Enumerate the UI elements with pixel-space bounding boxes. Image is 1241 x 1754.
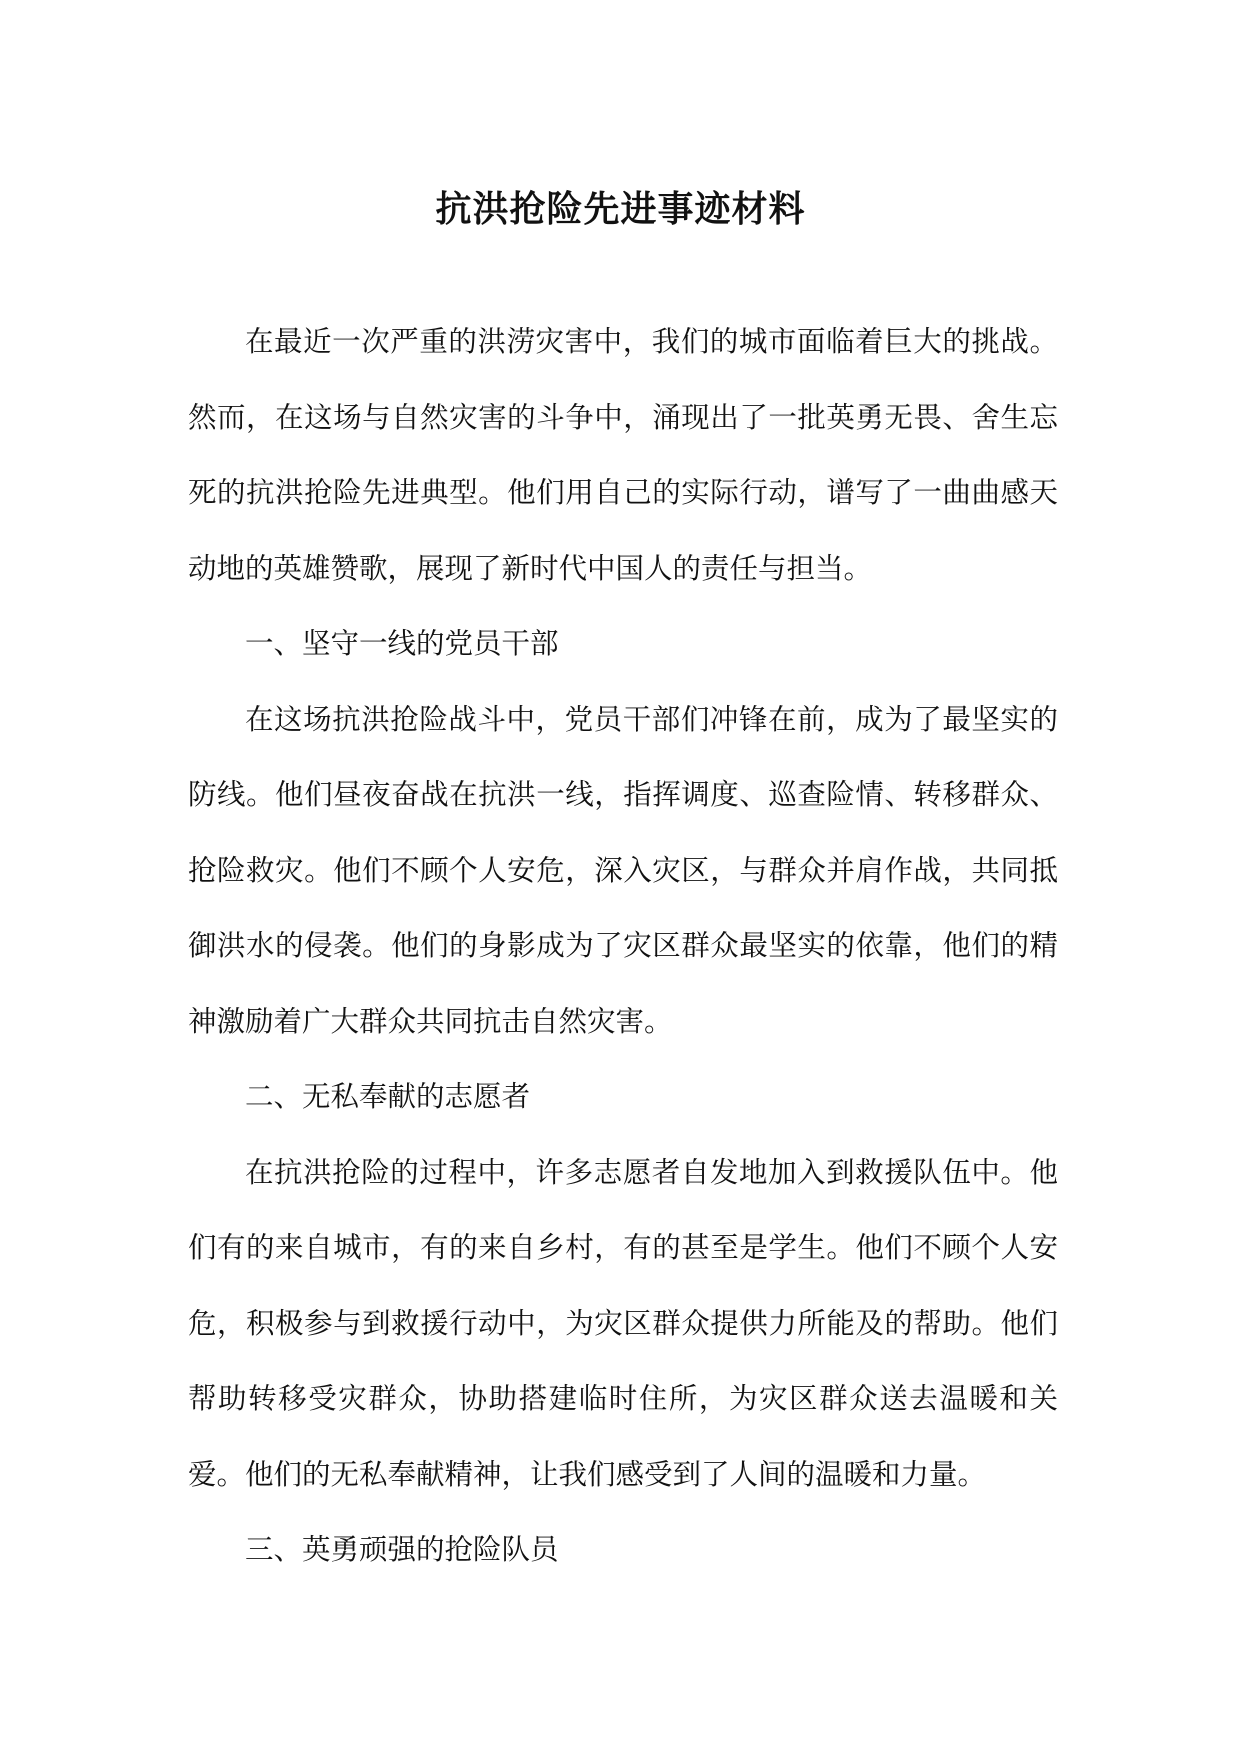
paragraph-section-2: 在抗洪抢险的过程中，许多志愿者自发地加入到救援队伍中。他们有的来自城市，有的来自乡村，有的甚至是学生。他们不顾个人安危，积极参与到救援行动中，为灾区群众提供力所能及的帮助。他们帮助转移受灾群众，协助搭建临时住所，为灾区群众送去温暖和关爱。他们的无私奉献精神，让我们感受到了人间的温暖和力量。 [188,1155,1058,1491]
document-body [188,304,1058,1588]
document-title: 抗洪抢险先进事迹材料 [435,188,806,230]
section-heading-3: 三、英勇顽强的抢险队员 [245,1533,559,1566]
section-heading-2: 二、无私奉献的志愿者 [245,1080,531,1113]
section-heading-1: 一、坚守一线的党员干部 [245,627,559,660]
paragraph-section-1: 在这场抗洪抢险战斗中，党员干部们冲锋在前，成为了最坚实的防线。他们昼夜奋战在抗洪一线，指挥调度、巡查险情、转移群众、抢险救灾。他们不顾个人安危，深入灾区，与群众并肩作战，共同抵御洪水的侵袭。他们的身影成为了灾区群众最坚实的依靠，他们的精神激励着广大群众共同抗击自然灾害。 [188,702,1058,1038]
paragraph-intro: 在最近一次严重的洪涝灾害中，我们的城市面临着巨大的挑战。然而，在这场与自然灾害的斗争中，涌现出了一批英勇无畏、舍生忘死的抗洪抢险先进典型。他们用自己的实际行动，谱写了一曲曲感天动地的英雄赞歌，展现了新时代中国人的责任与担当。 [188,325,1058,585]
